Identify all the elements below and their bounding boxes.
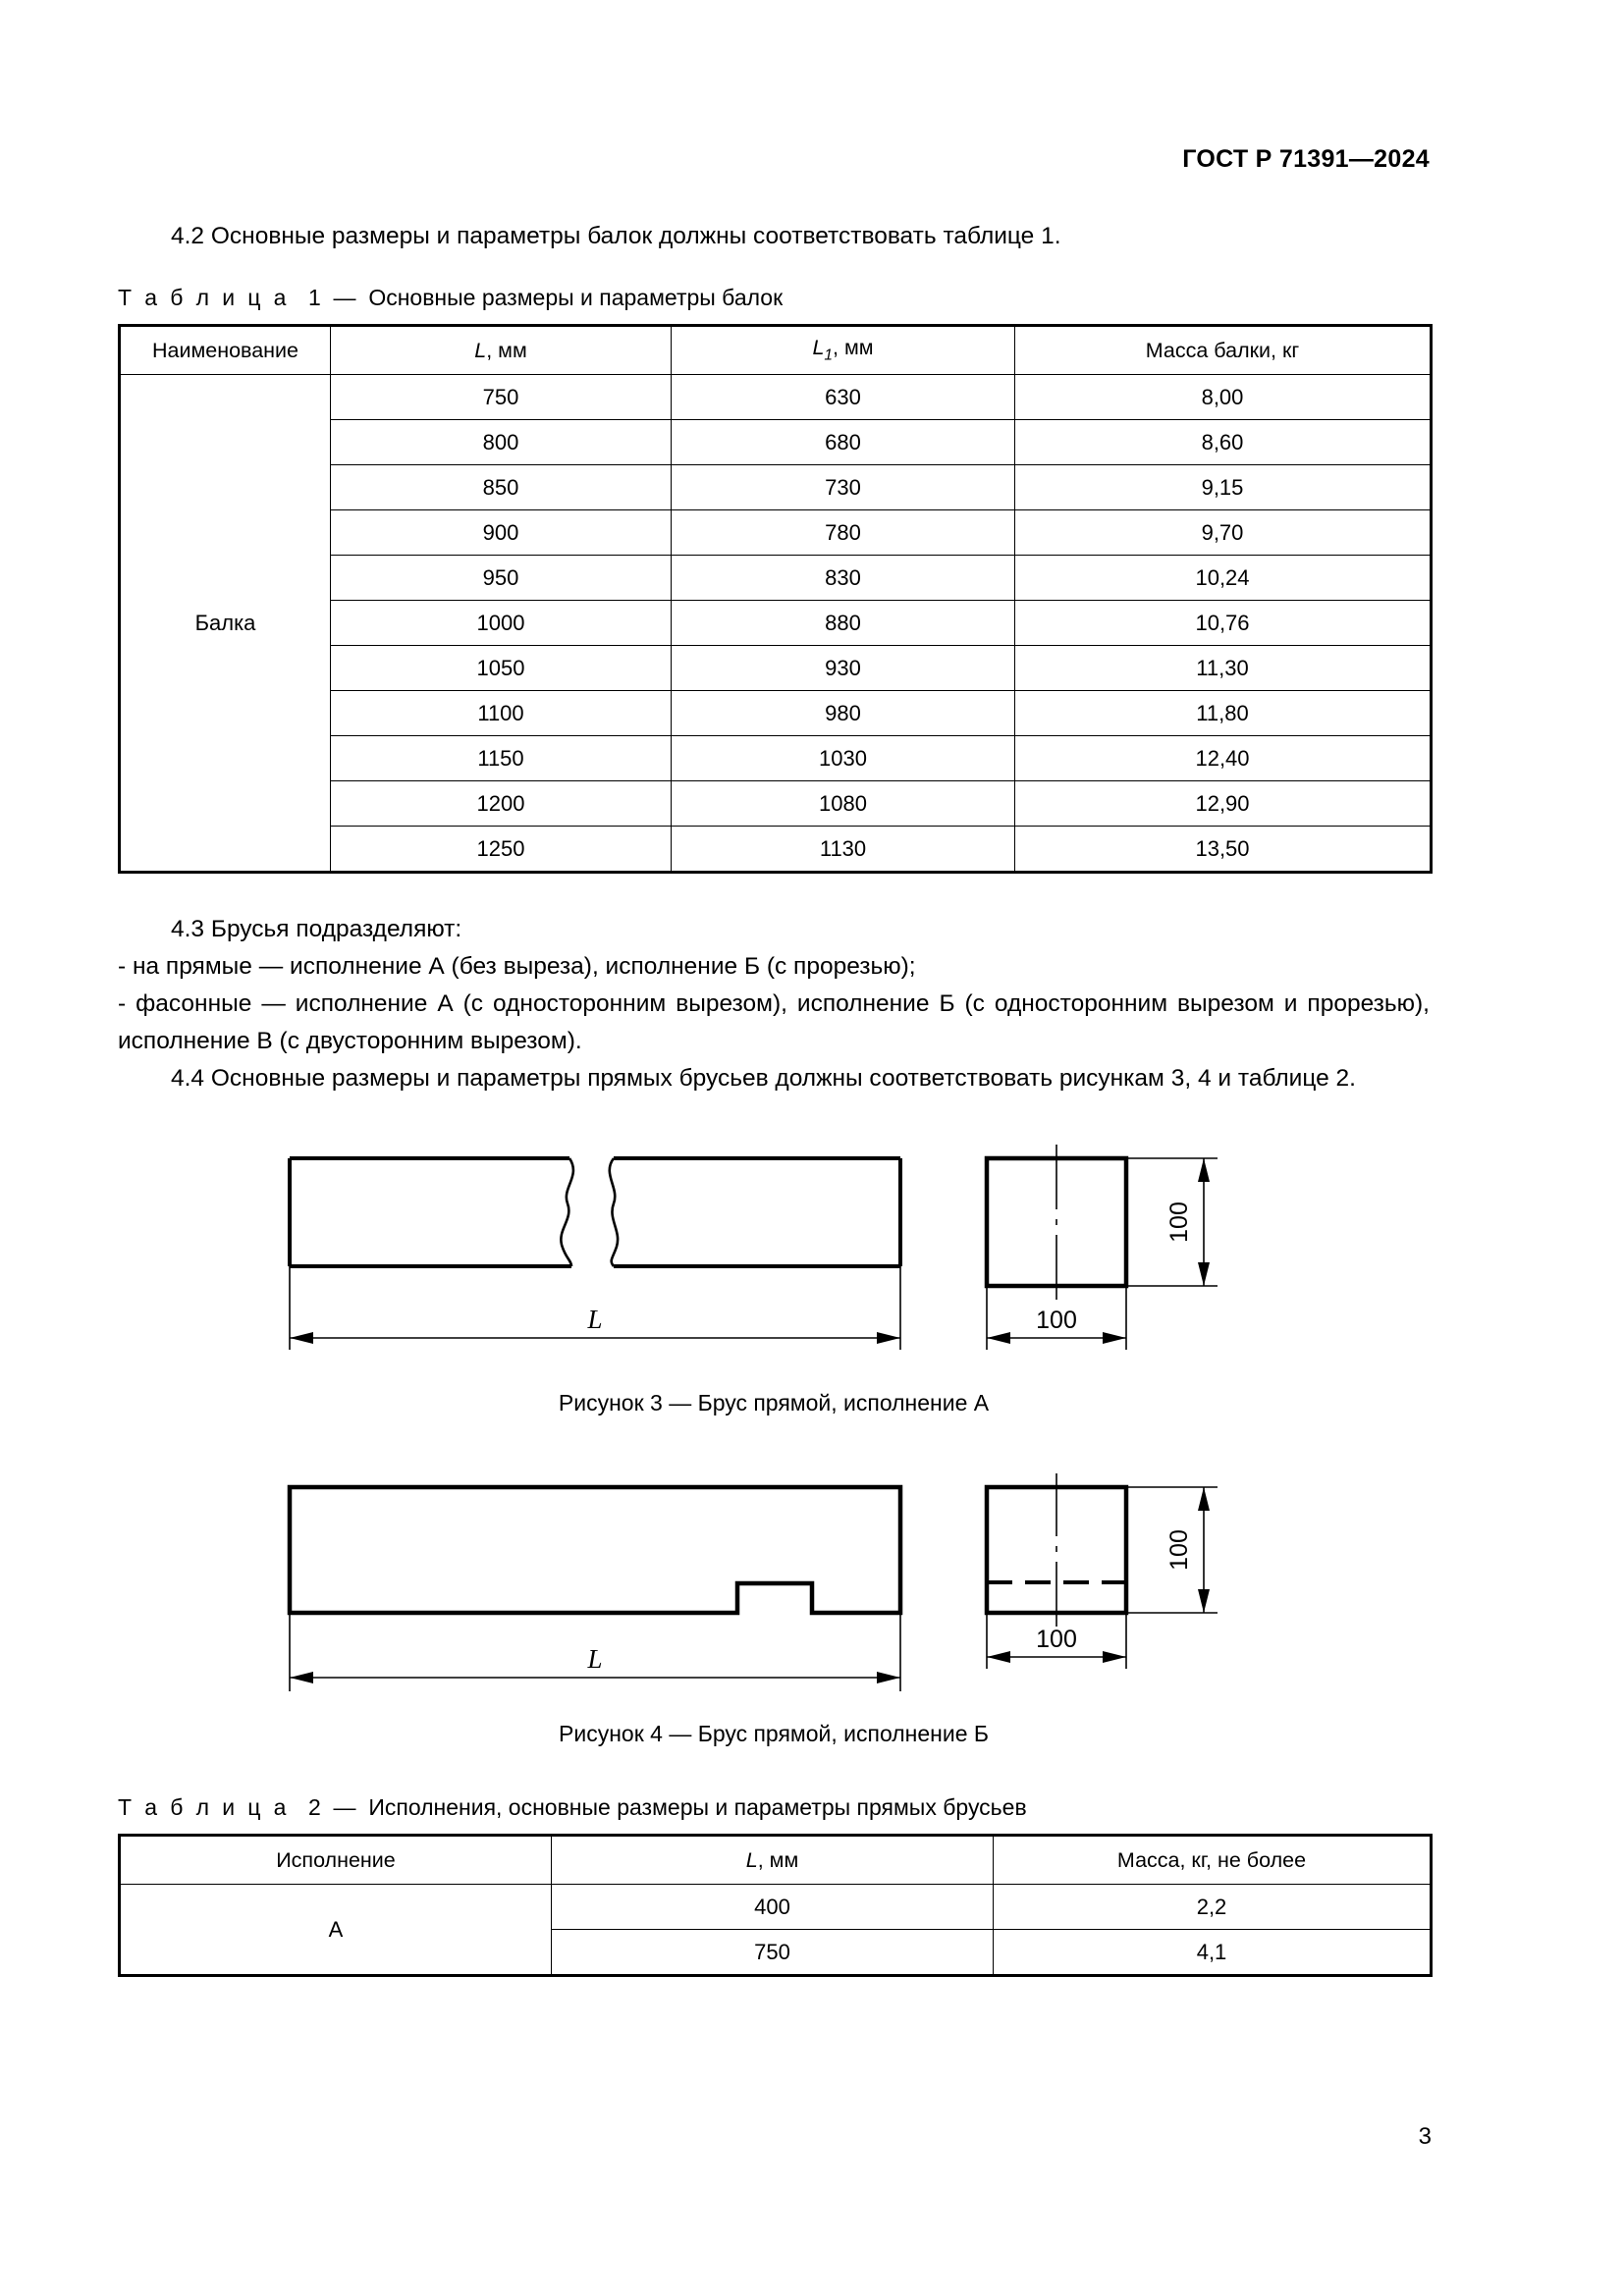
cell-name: Балка (120, 375, 331, 873)
table-beam-dimensions (118, 324, 1433, 874)
cell-mass: 12,40 (1015, 736, 1432, 781)
paragraph-4-3-intro: 4.3 Брусья подразделяют: (171, 916, 462, 942)
col-header-name: Наименование (120, 326, 331, 375)
table-1-title-text: Основные размеры и параметры балок (368, 285, 784, 310)
page-number: 3 (1418, 2123, 1432, 2150)
cell-mass: 8,00 (1015, 375, 1432, 420)
cell-mass: 11,30 (1015, 646, 1432, 691)
cell-mass: 9,15 (1015, 465, 1432, 510)
table-1-dash: — (333, 285, 356, 310)
table-row-header (120, 1836, 1432, 1885)
cell-l: 800 (331, 420, 672, 465)
col-header-l: L, мм (331, 326, 672, 375)
cell-l1: 680 (672, 420, 1015, 465)
cell-l1: 930 (672, 646, 1015, 691)
table-1-body (120, 375, 1432, 873)
cell-mass: 10,76 (1015, 601, 1432, 646)
cell-mass: 9,70 (1015, 510, 1432, 556)
cell-mass: 13,50 (1015, 827, 1432, 873)
cell-l: 850 (331, 465, 672, 510)
table-row (120, 1885, 1432, 1930)
table-2-title-text: Исполнения, основные размеры и параметры прямых брусьев (368, 1794, 1027, 1820)
cell-l: 950 (331, 556, 672, 601)
table-row-header (120, 326, 1432, 375)
figure-3-dim-width-label: 100 (1036, 1307, 1077, 1334)
cell-l1: 780 (672, 510, 1015, 556)
cell-execution: А (120, 1885, 552, 1976)
cell-l1: 730 (672, 465, 1015, 510)
figure-3 (118, 1139, 1430, 1416)
cell-mass: 8,60 (1015, 420, 1432, 465)
figure-4-dim-width-label: 100 (1036, 1626, 1077, 1653)
cell-l: 1000 (331, 601, 672, 646)
beam-side-view-b (290, 1487, 900, 1613)
col-header-mass: Масса, кг, не более (994, 1836, 1432, 1885)
cell-l: 1250 (331, 827, 672, 873)
cell-l: 750 (552, 1930, 994, 1976)
figure-3-drawing (118, 1139, 1430, 1362)
cell-l1: 630 (672, 375, 1015, 420)
figure-4-caption: Рисунок 4 — Брус прямой, исполнение Б (559, 1721, 989, 1746)
cell-l: 1100 (331, 691, 672, 736)
table-2-title (118, 1794, 1430, 1821)
col-header-execution: Исполнение (120, 1836, 552, 1885)
cell-mass: 4,1 (994, 1930, 1432, 1976)
cell-l1: 980 (672, 691, 1015, 736)
table-2-label: Т а б л и ц а (118, 1794, 290, 1820)
cell-l: 400 (552, 1885, 994, 1930)
table-row (120, 375, 1432, 420)
table-2-dash: — (333, 1794, 356, 1820)
figure-3-dim-height-label: 100 (1165, 1201, 1193, 1243)
cell-l1: 1030 (672, 736, 1015, 781)
page-content (118, 218, 1430, 1977)
cell-l: 900 (331, 510, 672, 556)
table-2-number: 2 (307, 1794, 321, 1820)
cell-l: 750 (331, 375, 672, 420)
figure-4-dim-length-label: L (587, 1644, 603, 1674)
col-header-l1: $L_1$, мм (672, 326, 1015, 375)
figure-3-dim-length-label: L (587, 1305, 603, 1334)
col-header-l: L, мм (552, 1836, 994, 1885)
table-1-title (118, 285, 1430, 311)
cell-mass: 11,80 (1015, 691, 1432, 736)
cell-l: 1150 (331, 736, 672, 781)
cell-l1: 1080 (672, 781, 1015, 827)
beam-side-view-a (290, 1158, 900, 1266)
table-2-body (120, 1885, 1432, 1976)
document-standard-header: ГОСТ Р 71391—2024 (1182, 145, 1430, 173)
col-header-mass: Масса балки, кг (1015, 326, 1432, 375)
cell-l1: 880 (672, 601, 1015, 646)
cell-l: 1050 (331, 646, 672, 691)
figure-4-dim-height-label: 100 (1165, 1529, 1193, 1571)
cell-l: 1200 (331, 781, 672, 827)
cell-mass: 2,2 (994, 1885, 1432, 1930)
paragraph-4-2: 4.2 Основные размеры и параметры балок должны соответствовать таблице 1. (171, 223, 1061, 249)
figure-3-caption: Рисунок 3 — Брус прямой, исполнение А (558, 1390, 990, 1415)
cell-mass: 10,24 (1015, 556, 1432, 601)
figure-4-drawing (118, 1468, 1430, 1701)
table-straight-bar-dimensions (118, 1834, 1433, 1977)
cell-l1: 1130 (672, 827, 1015, 873)
figure-4 (118, 1468, 1430, 1747)
cell-l1: 830 (672, 556, 1015, 601)
table-1-label: Т а б л и ц а (118, 285, 290, 310)
table-1-number: 1 (307, 285, 321, 310)
paragraph-4-3-item-2: - фасонные — исполнение А (с односторонним вырезом), исполнение Б (с односторонним вырезом и прорезью), исполнение В (с двусторонним вырезом). (118, 990, 1430, 1054)
paragraph-4-3-item-1: - на прямые — исполнение А (без выреза), исполнение Б (с прорезью); (118, 953, 916, 980)
paragraph-4-4: 4.4 Основные размеры и параметры прямых брусьев должны соответствовать рисункам 3, 4 и таблице 2. (171, 1065, 1356, 1092)
cell-mass: 12,90 (1015, 781, 1432, 827)
